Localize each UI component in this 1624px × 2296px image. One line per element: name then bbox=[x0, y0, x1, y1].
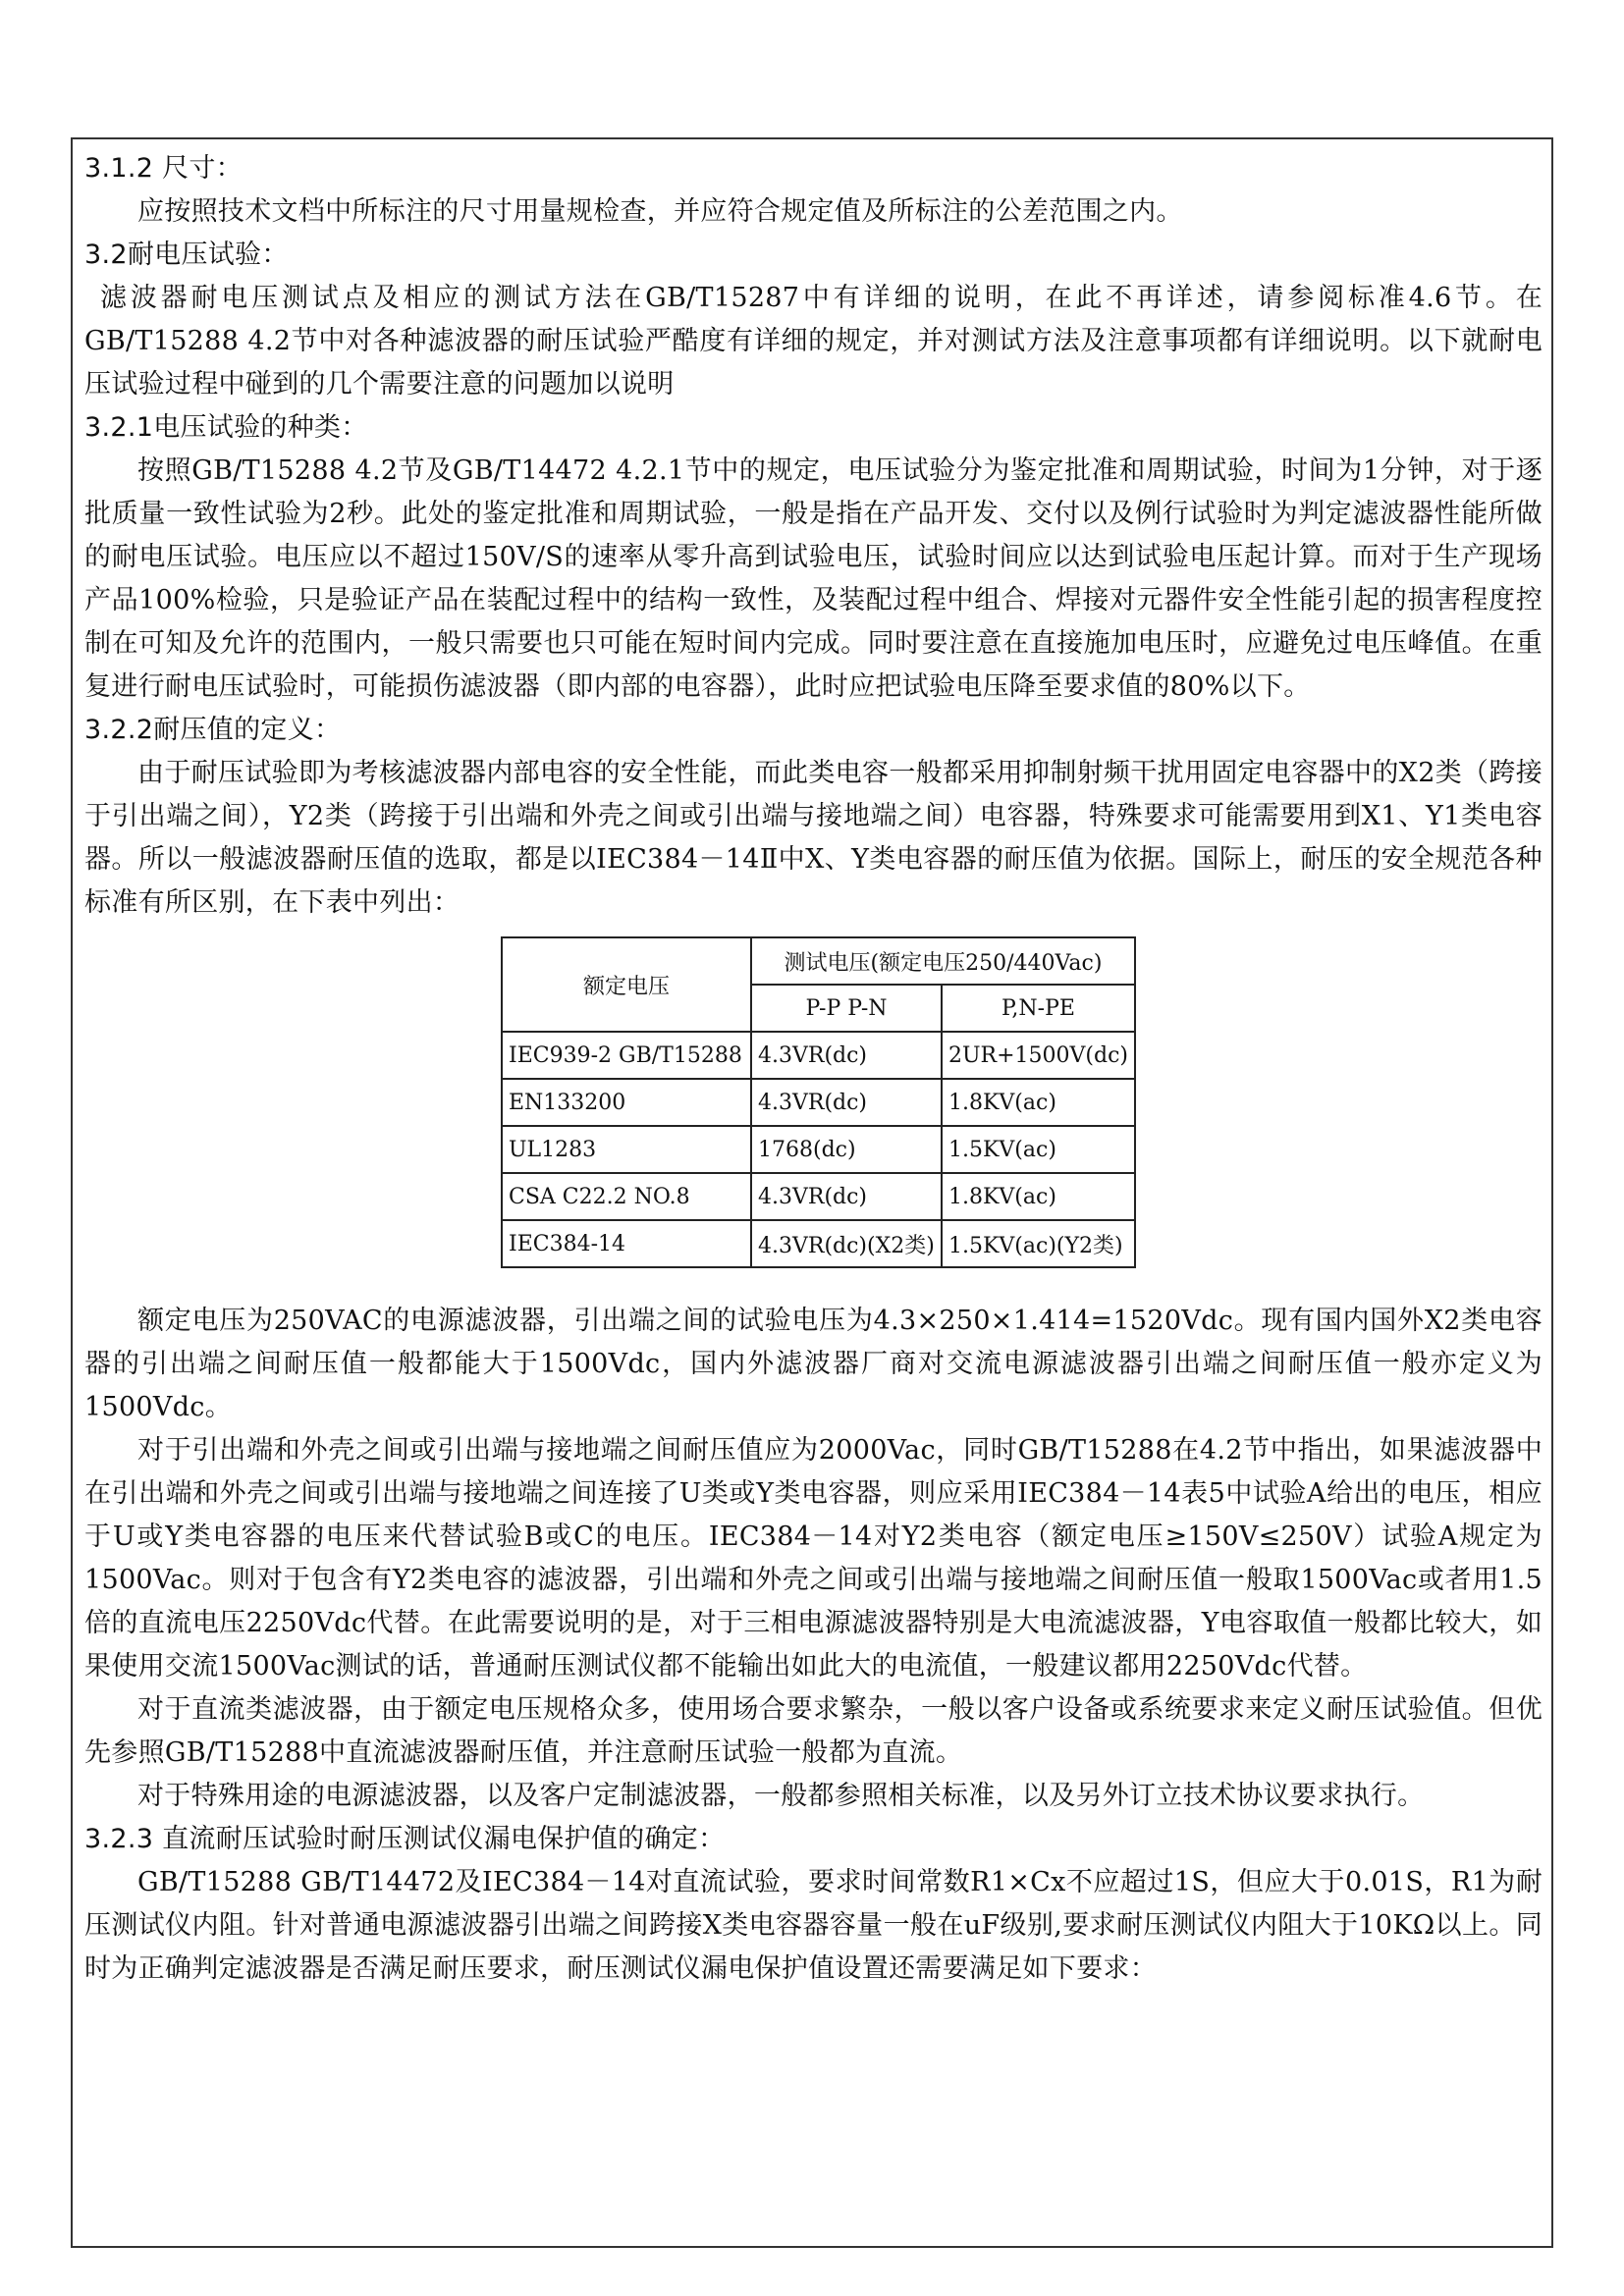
table-row bbox=[502, 1079, 1135, 1126]
table-cell-standard: IEC939-2 GB/T15288 bbox=[502, 1032, 751, 1079]
table-header-test-voltage: 测试电压(额定电压250/440Vac) bbox=[751, 937, 1135, 985]
table-subheader-pp: P-P P-N bbox=[751, 985, 942, 1032]
table-row bbox=[502, 1126, 1135, 1173]
table-cell-pp: 4.3VR(dc)(X2类) bbox=[751, 1220, 942, 1267]
table-subheader-pe: P,N-PE bbox=[942, 985, 1135, 1032]
section-3-2-2-paragraph-2: 额定电压为250VAC的电源滤波器，引出端之间的试验电压为4.3×250×1.414=1520Vdc。现有国内国外X2类电容器的引出端之间耐压值一般都能大于1500Vdc，国内外滤波器厂商对交流电源滤波器引出端之间耐压值一般亦定义为1500Vdc。 bbox=[84, 1306, 1543, 1422]
table-cell-pe: 2UR+1500V(dc) bbox=[942, 1032, 1135, 1079]
table-row bbox=[502, 1173, 1135, 1220]
table-cell-pp: 4.3VR(dc) bbox=[751, 1173, 942, 1220]
table-cell-pe: 1.8KV(ac) bbox=[942, 1173, 1135, 1220]
table-cell-pe: 1.5KV(ac)(Y2类) bbox=[942, 1220, 1135, 1267]
section-3-2-2-heading: 3.2.2耐压值的定义： bbox=[84, 715, 342, 745]
table-cell-pe: 1.5KV(ac) bbox=[942, 1126, 1135, 1173]
section-3-2-2-paragraph-3: 对于引出端和外壳之间或引出端与接地端之间耐压值应为2000Vac，同时GB/T15288在4.2节中指出，如果滤波器中在引出端和外壳之间或引出端与接地端之间连接了U类或Y类电容器，则应采用IEC384－14表5中试验A给出的电压，相应于U或Y类电容器的电压来代替试验B或C的电压。IEC384－14对Y2类电容（额定电压≥150V≤250V）试验A规定为1500Vac。则对于包含有Y2类电容的滤波器，引出端和外壳之间或引出端与接地端之间耐压值一般取1500Vac或者用1.5倍的直流电压2250Vdc代替。在此需要说明的是，对于三相电源滤波器特别是大电流滤波器，Y电容取值一般都比较大，如果使用交流1500Vac测试的话，普通耐压测试仪都不能输出如此大的电流值，一般建议都用2250Vdc代替。 bbox=[84, 1435, 1543, 1682]
table-cell-pp: 1768(dc) bbox=[751, 1126, 942, 1173]
section-3-1-2-heading: 3.1.2 尺寸： bbox=[84, 153, 243, 184]
table-cell-standard: IEC384-14 bbox=[502, 1220, 751, 1267]
document-body bbox=[84, 147, 1543, 1991]
table-row bbox=[502, 1032, 1135, 1079]
section-3-2-paragraph: 滤波器耐电压测试点及相应的测试方法在GB/T15287中有详细的说明，在此不再详述，请参阅标准4.6节。在GB/T15288 4.2节中对各种滤波器的耐压试验严酷度有详细的规定，并对测试方法及注意事项都有详细说明。以下就耐电压试验过程中碰到的几个需要注意的问题加以说明 bbox=[84, 283, 1543, 400]
section-3-2-heading: 3.2耐电压试验： bbox=[84, 240, 289, 270]
table-header-rated-voltage: 额定电压 bbox=[502, 937, 751, 1032]
section-3-2-1-paragraph: 按照GB/T15288 4.2节及GB/T14472 4.2.1节中的规定，电压试验分为鉴定批准和周期试验，时间为1分钟，对于逐批质量一致性试验为2秒。此处的鉴定批准和周期试验，一般是指在产品开发、交付以及例行试验时为判定滤波器性能所做的耐电压试验。电压应以不超过150V/S的速率从零升高到试验电压，试验时间应以达到试验电压起计算。而对于生产现场产品100%检验，只是验证产品在装配过程中的结构一致性，及装配过程中组合、焊接对元器件安全性能引起的损害程度控制在可知及允许的范围内，一般只需要也只可能在短时间内完成。同时要注意在直接施加电压时，应避免过电压峰值。在重复进行耐电压试验时，可能损伤滤波器（即内部的电容器），此时应把试验电压降至要求值的80%以下。 bbox=[84, 455, 1543, 702]
table-cell-pp: 4.3VR(dc) bbox=[751, 1032, 942, 1079]
table-cell-standard: UL1283 bbox=[502, 1126, 751, 1173]
section-3-2-1-heading: 3.2.1电压试验的种类： bbox=[84, 412, 368, 443]
section-3-2-2-paragraph-4: 对于直流类滤波器，由于额定电压规格众多，使用场合要求繁杂，一般以客户设备或系统要求来定义耐压试验值。但优先参照GB/T15288中直流滤波器耐压值，并注意耐压试验一般都为直流。 bbox=[84, 1694, 1543, 1768]
table-cell-pp: 4.3VR(dc) bbox=[751, 1079, 942, 1126]
voltage-table-wrapper bbox=[84, 925, 1543, 1300]
table-cell-standard: EN133200 bbox=[502, 1079, 751, 1126]
section-3-2-3-paragraph: GB/T15288 GB/T14472及IEC384－14对直流试验，要求时间常数R1×Cx不应超过1S，但应大于0.01S，R1为耐压测试仪内阻。针对普通电源滤波器引出端之间跨接X类电容器容量一般在uF级别,要求耐压测试仪内阻大于10KΩ以上。同时为正确判定滤波器是否满足耐压要求，耐压测试仪漏电保护值设置还需要满足如下要求： bbox=[84, 1867, 1543, 1984]
section-3-1-2-paragraph: 应按照技术文档中所标注的尺寸用量规检查，并应符合规定值及所标注的公差范围之内。 bbox=[137, 196, 1183, 227]
table-cell-pe: 1.8KV(ac) bbox=[942, 1079, 1135, 1126]
section-3-2-3-heading: 3.2.3 直流耐压试验时耐压测试仪漏电保护值的确定： bbox=[84, 1824, 726, 1854]
section-3-2-2-paragraph-1: 由于耐压试验即为考核滤波器内部电容的安全性能，而此类电容一般都采用抑制射频干扰用固定电容器中的X2类（跨接于引出端之间），Y2类（跨接于引出端和外壳之间或引出端与接地端之间）电容器，特殊要求可能需要用到X1、Y1类电容器。所以一般滤波器耐压值的选取，都是以IEC384－14Ⅱ中X、Y类电容器的耐压值为依据。国际上，耐压的安全规范各种标准有所区别，在下表中列出： bbox=[84, 758, 1543, 918]
table-cell-standard: CSA C22.2 NO.8 bbox=[502, 1173, 751, 1220]
table-row bbox=[502, 1220, 1135, 1267]
withstand-voltage-table bbox=[501, 936, 1136, 1268]
section-3-2-2-paragraph-5: 对于特殊用途的电源滤波器，以及客户定制滤波器，一般都参照相关标准，以及另外订立技术协议要求执行。 bbox=[137, 1781, 1425, 1811]
